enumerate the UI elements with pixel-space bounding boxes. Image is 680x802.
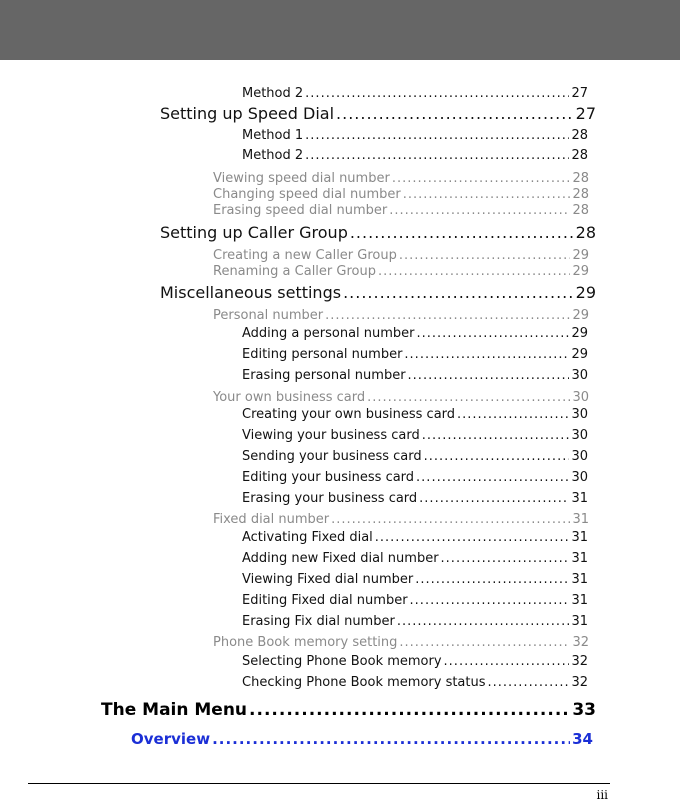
toc-chapter-entry[interactable] [101, 700, 596, 724]
toc-entry[interactable] [242, 347, 588, 367]
toc-entry-title: Method 2 [242, 148, 304, 163]
toc-entry[interactable] [242, 368, 588, 388]
toc-entry-title: Renaming a Caller Group [213, 264, 376, 279]
toc-entry-page: 29 [575, 283, 596, 302]
toc-entry-title: Editing Fixed dial number [242, 593, 408, 608]
toc-entry-page: 28 [571, 128, 588, 143]
dot-leader [305, 148, 569, 163]
toc-entry[interactable] [242, 470, 588, 490]
toc-entry[interactable] [213, 308, 589, 325]
toc-entry-title: Fixed dial number [213, 512, 330, 527]
toc-entry[interactable] [242, 593, 588, 613]
dot-leader [417, 326, 570, 341]
toc-entry[interactable] [213, 390, 589, 407]
dot-leader [408, 368, 570, 383]
toc-entry-title: Editing personal number [242, 347, 403, 362]
dot-leader [336, 104, 574, 123]
dot-leader [441, 551, 570, 566]
dot-leader [305, 128, 569, 143]
toc-entry-title: Selecting Phone Book memory [242, 654, 442, 669]
toc-entry[interactable] [242, 326, 588, 346]
toc-entry-page: 30 [571, 428, 588, 443]
dot-leader [410, 593, 570, 608]
toc-entry-title: Erasing personal number [242, 368, 406, 383]
toc-entry-page: 30 [571, 449, 588, 464]
toc-entry[interactable] [160, 223, 596, 245]
toc-entry[interactable] [213, 171, 589, 188]
toc-entry-title: Overview [131, 730, 211, 748]
toc-entry[interactable] [242, 614, 588, 634]
dot-leader [422, 428, 570, 443]
toc-entry[interactable] [160, 283, 596, 305]
toc-entry-title: Checking Phone Book memory status [242, 675, 486, 690]
toc-entry-page: 29 [571, 326, 588, 341]
dot-leader [343, 283, 574, 302]
toc-entry[interactable] [242, 572, 588, 592]
dot-leader [367, 390, 570, 405]
dot-leader [424, 449, 570, 464]
toc-entry[interactable] [242, 530, 588, 550]
dot-leader [249, 700, 570, 720]
toc-entry-title: Personal number [213, 308, 324, 323]
toc-entry-page: 31 [571, 530, 588, 545]
toc-entry[interactable] [213, 512, 589, 529]
dot-leader [375, 530, 570, 545]
toc-entry-page: 31 [571, 593, 588, 608]
toc-entry-page: 32 [571, 675, 588, 690]
toc-entry-title: The Main Menu [101, 700, 248, 720]
toc-entry-title: Setting up Caller Group [160, 223, 348, 242]
toc-entry-page: 32 [571, 654, 588, 669]
toc-entry-title: Viewing Fixed dial number [242, 572, 414, 587]
toc-entry-title: Your own business card [213, 390, 366, 405]
dot-leader [378, 264, 570, 279]
toc-entry-page: 28 [571, 148, 588, 163]
toc-entry[interactable] [242, 449, 588, 469]
toc-entry[interactable] [213, 635, 589, 652]
toc-overview-entry[interactable] [131, 730, 593, 752]
toc-entry-page: 29 [572, 264, 589, 279]
dot-leader [305, 86, 569, 101]
dot-leader [419, 491, 569, 506]
dot-leader [399, 248, 571, 263]
dot-leader [488, 675, 570, 690]
toc-entry-title: Adding new Fixed dial number [242, 551, 439, 566]
dot-leader [457, 407, 569, 422]
toc-entry-title: Activating Fixed dial [242, 530, 373, 545]
toc-entry-page: 30 [571, 368, 588, 383]
toc-entry-title: Viewing your business card [242, 428, 420, 443]
toc-entry-title: Sending your business card [242, 449, 422, 464]
toc-entry[interactable] [242, 675, 588, 695]
toc-entry-title: Phone Book memory setting [213, 635, 398, 650]
toc-entry-title: Creating a new Caller Group [213, 248, 397, 263]
toc-entry[interactable] [242, 148, 588, 168]
dot-leader [212, 730, 570, 748]
toc-entry[interactable] [242, 551, 588, 571]
toc-entry-page: 33 [572, 700, 596, 720]
toc-entry-page: 31 [571, 551, 588, 566]
toc-entry[interactable] [242, 654, 588, 674]
toc-entry-page: 28 [572, 171, 589, 186]
toc-entry[interactable] [213, 203, 589, 220]
toc-entry-page: 30 [572, 390, 589, 405]
dot-leader [392, 171, 571, 186]
toc-entry[interactable] [213, 248, 589, 265]
dot-leader [416, 470, 569, 485]
toc-entry[interactable] [213, 187, 589, 204]
toc-entry-page: 31 [571, 614, 588, 629]
toc-entry-title: Viewing speed dial number [213, 171, 390, 186]
toc-entry[interactable] [242, 86, 588, 106]
toc-entry[interactable] [242, 491, 588, 511]
toc-entry-page: 30 [571, 470, 588, 485]
header-band [0, 0, 680, 60]
toc-entry-page: 32 [572, 635, 589, 650]
toc-entry-title: Setting up Speed Dial [160, 104, 335, 123]
toc-entry-title: Method 1 [242, 128, 304, 143]
toc-entry-title: Creating your own business card [242, 407, 456, 422]
toc-entry[interactable] [160, 104, 596, 126]
toc-entry-title: Adding a personal number [242, 326, 415, 341]
toc-entry[interactable] [242, 428, 588, 448]
toc-entry-page: 31 [571, 572, 588, 587]
dot-leader [404, 347, 569, 362]
toc-entry-title: Erasing Fix dial number [242, 614, 395, 629]
dot-leader [397, 614, 570, 629]
toc-entry-page: 27 [575, 104, 596, 123]
toc-entry-page: 31 [571, 491, 588, 506]
toc-entry-title: Changing speed dial number [213, 187, 401, 202]
toc-entry-title: Editing your business card [242, 470, 415, 485]
toc-entry-page: 29 [572, 248, 589, 263]
footer-rule [28, 783, 610, 784]
toc-entry-page: 27 [571, 86, 588, 101]
toc-entry-page: 29 [572, 308, 589, 323]
toc-entry-page: 30 [571, 407, 588, 422]
toc-entry-page: 28 [575, 223, 596, 242]
dot-leader [325, 308, 570, 323]
dot-leader [403, 187, 571, 202]
dot-leader [350, 223, 574, 242]
page-number: iii [596, 788, 608, 802]
dot-leader [399, 635, 570, 650]
toc-entry-page: 34 [572, 730, 593, 748]
toc-entry-title: Erasing your business card [242, 491, 418, 506]
toc-entry[interactable] [213, 264, 589, 281]
toc-entry[interactable] [242, 128, 588, 148]
toc-entry-page: 31 [572, 512, 589, 527]
toc-entry-title: Miscellaneous settings [160, 283, 342, 302]
toc-entry[interactable] [242, 407, 588, 427]
dot-leader [444, 654, 570, 669]
dot-leader [389, 203, 570, 218]
toc-entry-title: Method 2 [242, 86, 304, 101]
dot-leader [415, 572, 569, 587]
toc-entry-page: 28 [572, 203, 589, 218]
toc-entry-page: 29 [571, 347, 588, 362]
toc-entry-page: 28 [572, 187, 589, 202]
dot-leader [331, 512, 570, 527]
toc-entry-title: Erasing speed dial number [213, 203, 388, 218]
